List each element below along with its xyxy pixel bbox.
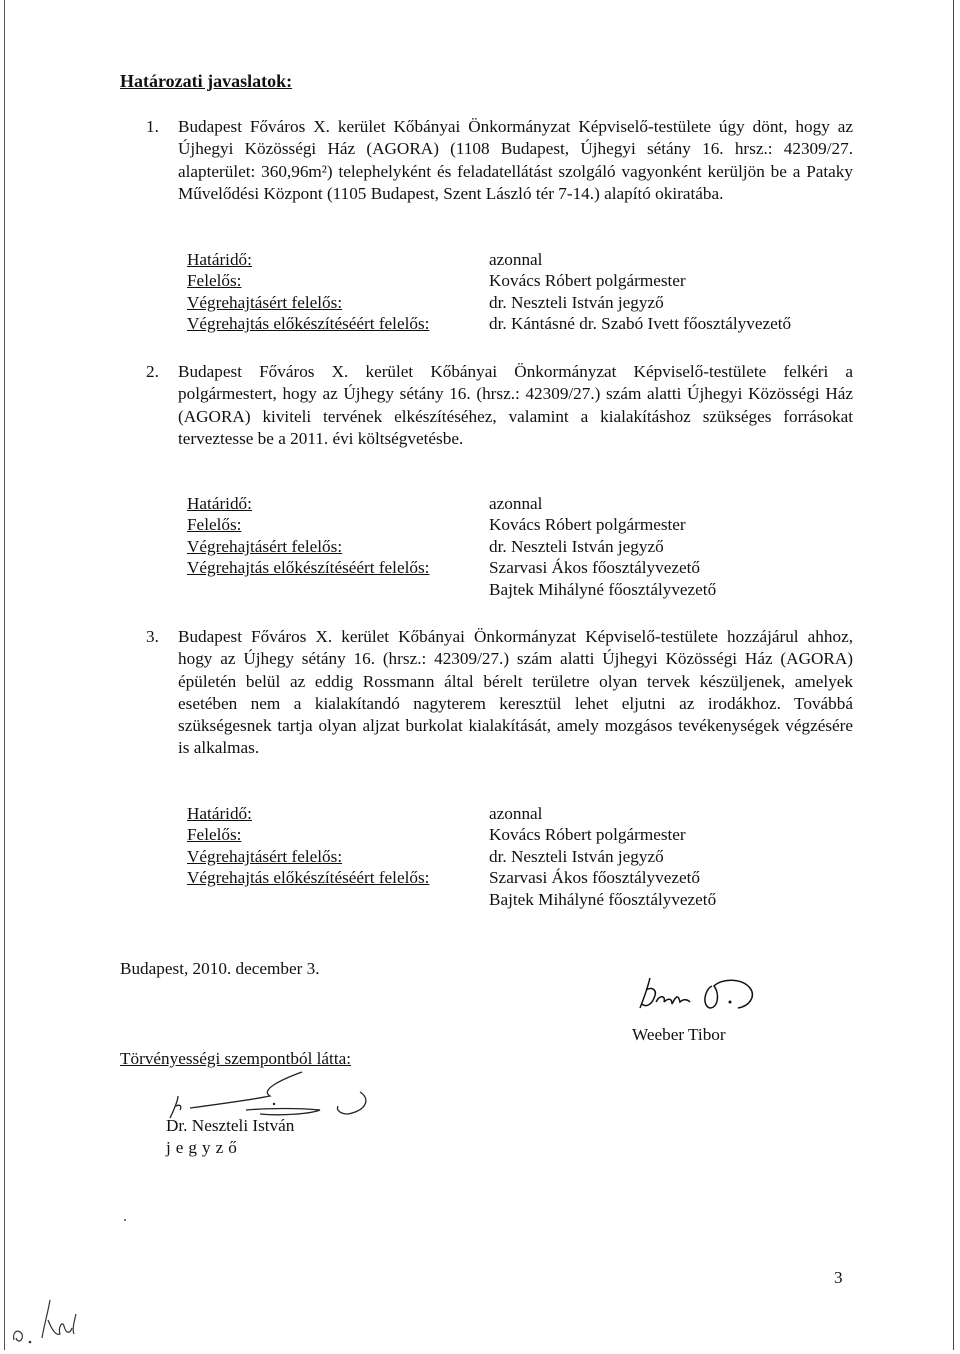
responsibility-row <box>187 846 807 867</box>
mayor-name: Weeber Tibor <box>632 1025 726 1044</box>
responsibility-row <box>187 579 807 600</box>
responsibility-label: Felelős: <box>187 825 242 845</box>
responsibility-label: Végrehajtásért felelős: <box>187 846 343 866</box>
page-number: 3 <box>834 1268 843 1287</box>
responsibility-row <box>187 493 807 514</box>
responsibility-value: Kovács Róbert polgármester <box>489 271 686 291</box>
responsibility-value: Kovács Róbert polgármester <box>489 825 686 845</box>
responsibility-row <box>187 313 807 334</box>
responsibility-value: Bajtek Mihályné főosztályvezető <box>489 579 717 599</box>
responsibility-label: Felelős: <box>187 271 242 291</box>
responsibility-label: Végrehajtás előkészítéséért felelős: <box>187 558 430 578</box>
responsibility-block-2 <box>187 493 807 600</box>
responsibility-value: azonnal <box>489 494 543 513</box>
responsibility-row <box>187 292 807 313</box>
responsibility-value: Bajtek Mihályné főosztályvezető <box>489 889 717 909</box>
responsibility-value: Szarvasi Ákos főosztályvezető <box>489 558 700 578</box>
responsibility-value: dr. Kántásné dr. Szabó Ivett főosztályvezető <box>489 314 792 334</box>
responsibility-label: Határidő: <box>187 250 252 269</box>
responsibility-value: Szarvasi Ákos főosztályvezető <box>489 868 700 888</box>
responsibility-value: azonnal <box>489 250 543 269</box>
resolution-item-2 <box>146 361 853 450</box>
responsibility-label: Végrehajtásért felelős: <box>187 536 343 556</box>
stray-mark <box>124 1219 126 1221</box>
responsibility-label: Felelős: <box>187 515 242 535</box>
responsibility-label: Határidő: <box>187 804 252 823</box>
responsibility-row <box>187 514 807 535</box>
responsibility-value: Kovács Róbert polgármester <box>489 515 686 535</box>
responsibility-value: dr. Neszteli István jegyző <box>489 846 664 866</box>
item-text: Budapest Főváros X. kerület Kőbányai Önkormányzat Képviselő-testülete úgy dönt, hogy az Újhegyi Közösségi Ház (AGORA) (1108 Budapest, Újhegyi sétány 16. hrsz.: 42309/27. alapterület: 360,96m²) telephelyként és feladatellátást szolgáló vagyonként kerüljön be a Pataky Művelődési Központ (1105 Budapest, Szent László tér 7-14.) alapító okiratába. <box>178 117 853 203</box>
responsibility-block-1 <box>187 249 807 335</box>
responsibility-value: dr. Neszteli István jegyző <box>489 536 664 556</box>
responsibility-value: azonnal <box>489 804 543 823</box>
responsibility-label: Végrehajtásért felelős: <box>187 292 343 312</box>
responsibility-label: Végrehajtás előkészítéséért felelős: <box>187 868 430 888</box>
responsibility-row <box>187 803 807 824</box>
resolution-item-3 <box>146 626 853 760</box>
mayor-signature <box>638 968 758 1018</box>
responsibility-label: Végrehajtás előkészítéséért felelős: <box>187 314 430 334</box>
item-number: 1. <box>146 117 159 136</box>
responsibility-row <box>187 824 807 845</box>
responsibility-row <box>187 270 807 291</box>
legal-review-heading: Törvényességi szempontból látta: <box>120 1049 352 1068</box>
resolution-item-1 <box>146 116 853 205</box>
item-number: 3. <box>146 627 159 646</box>
notary-name: Dr. Neszteli István <box>166 1116 295 1135</box>
signing-date: Budapest, 2010. december 3. <box>120 959 320 978</box>
item-number: 2. <box>146 362 159 381</box>
item-text: Budapest Főváros X. kerület Kőbányai Önkormányzat Képviselő-testülete hozzájárul ahhoz, hogy az Újhegy sétány 16. (hrsz.: 42309/27.) szám alatti Újhegyi Közösségi Ház (AGORA) épületén belül az eddig Rossmann által bérelt területre olyan tervek készüljenek, amelyek esetében nem a kialakítandó nagyterem keresztül lehet eljutni az irodákhoz. Továbbá szükségesnek tartja olyan aljzat burkolat kialakítását, amely mozgásos tevékenységek végzésére is alkalmas. <box>178 627 853 758</box>
responsibility-block-3 <box>187 803 807 910</box>
item-text: Budapest Főváros X. kerület Kőbányai Önkormányzat Képviselő-testülete felkéri a polgármestert, hogy az Újhegy sétány 16. (hrsz.: 42309/27.) szám alatti Újhegyi Közösségi Ház (AGORA) kiviteli tervének elkészítéséhez, valamint a kialakításhoz szükséges forrásokat terveztesse be a 2011. évi költségvetésbe. <box>178 362 853 448</box>
responsibility-row <box>187 889 807 910</box>
responsibility-row <box>187 249 807 270</box>
responsibility-row <box>187 536 807 557</box>
document-heading: Határozati javaslatok: <box>120 71 293 91</box>
notary-title: jegyző <box>166 1138 242 1157</box>
responsibility-row <box>187 557 807 578</box>
handwritten-initials <box>8 1290 98 1350</box>
responsibility-label: Határidő: <box>187 494 252 513</box>
responsibility-value: dr. Neszteli István jegyző <box>489 292 664 312</box>
responsibility-row <box>187 867 807 888</box>
